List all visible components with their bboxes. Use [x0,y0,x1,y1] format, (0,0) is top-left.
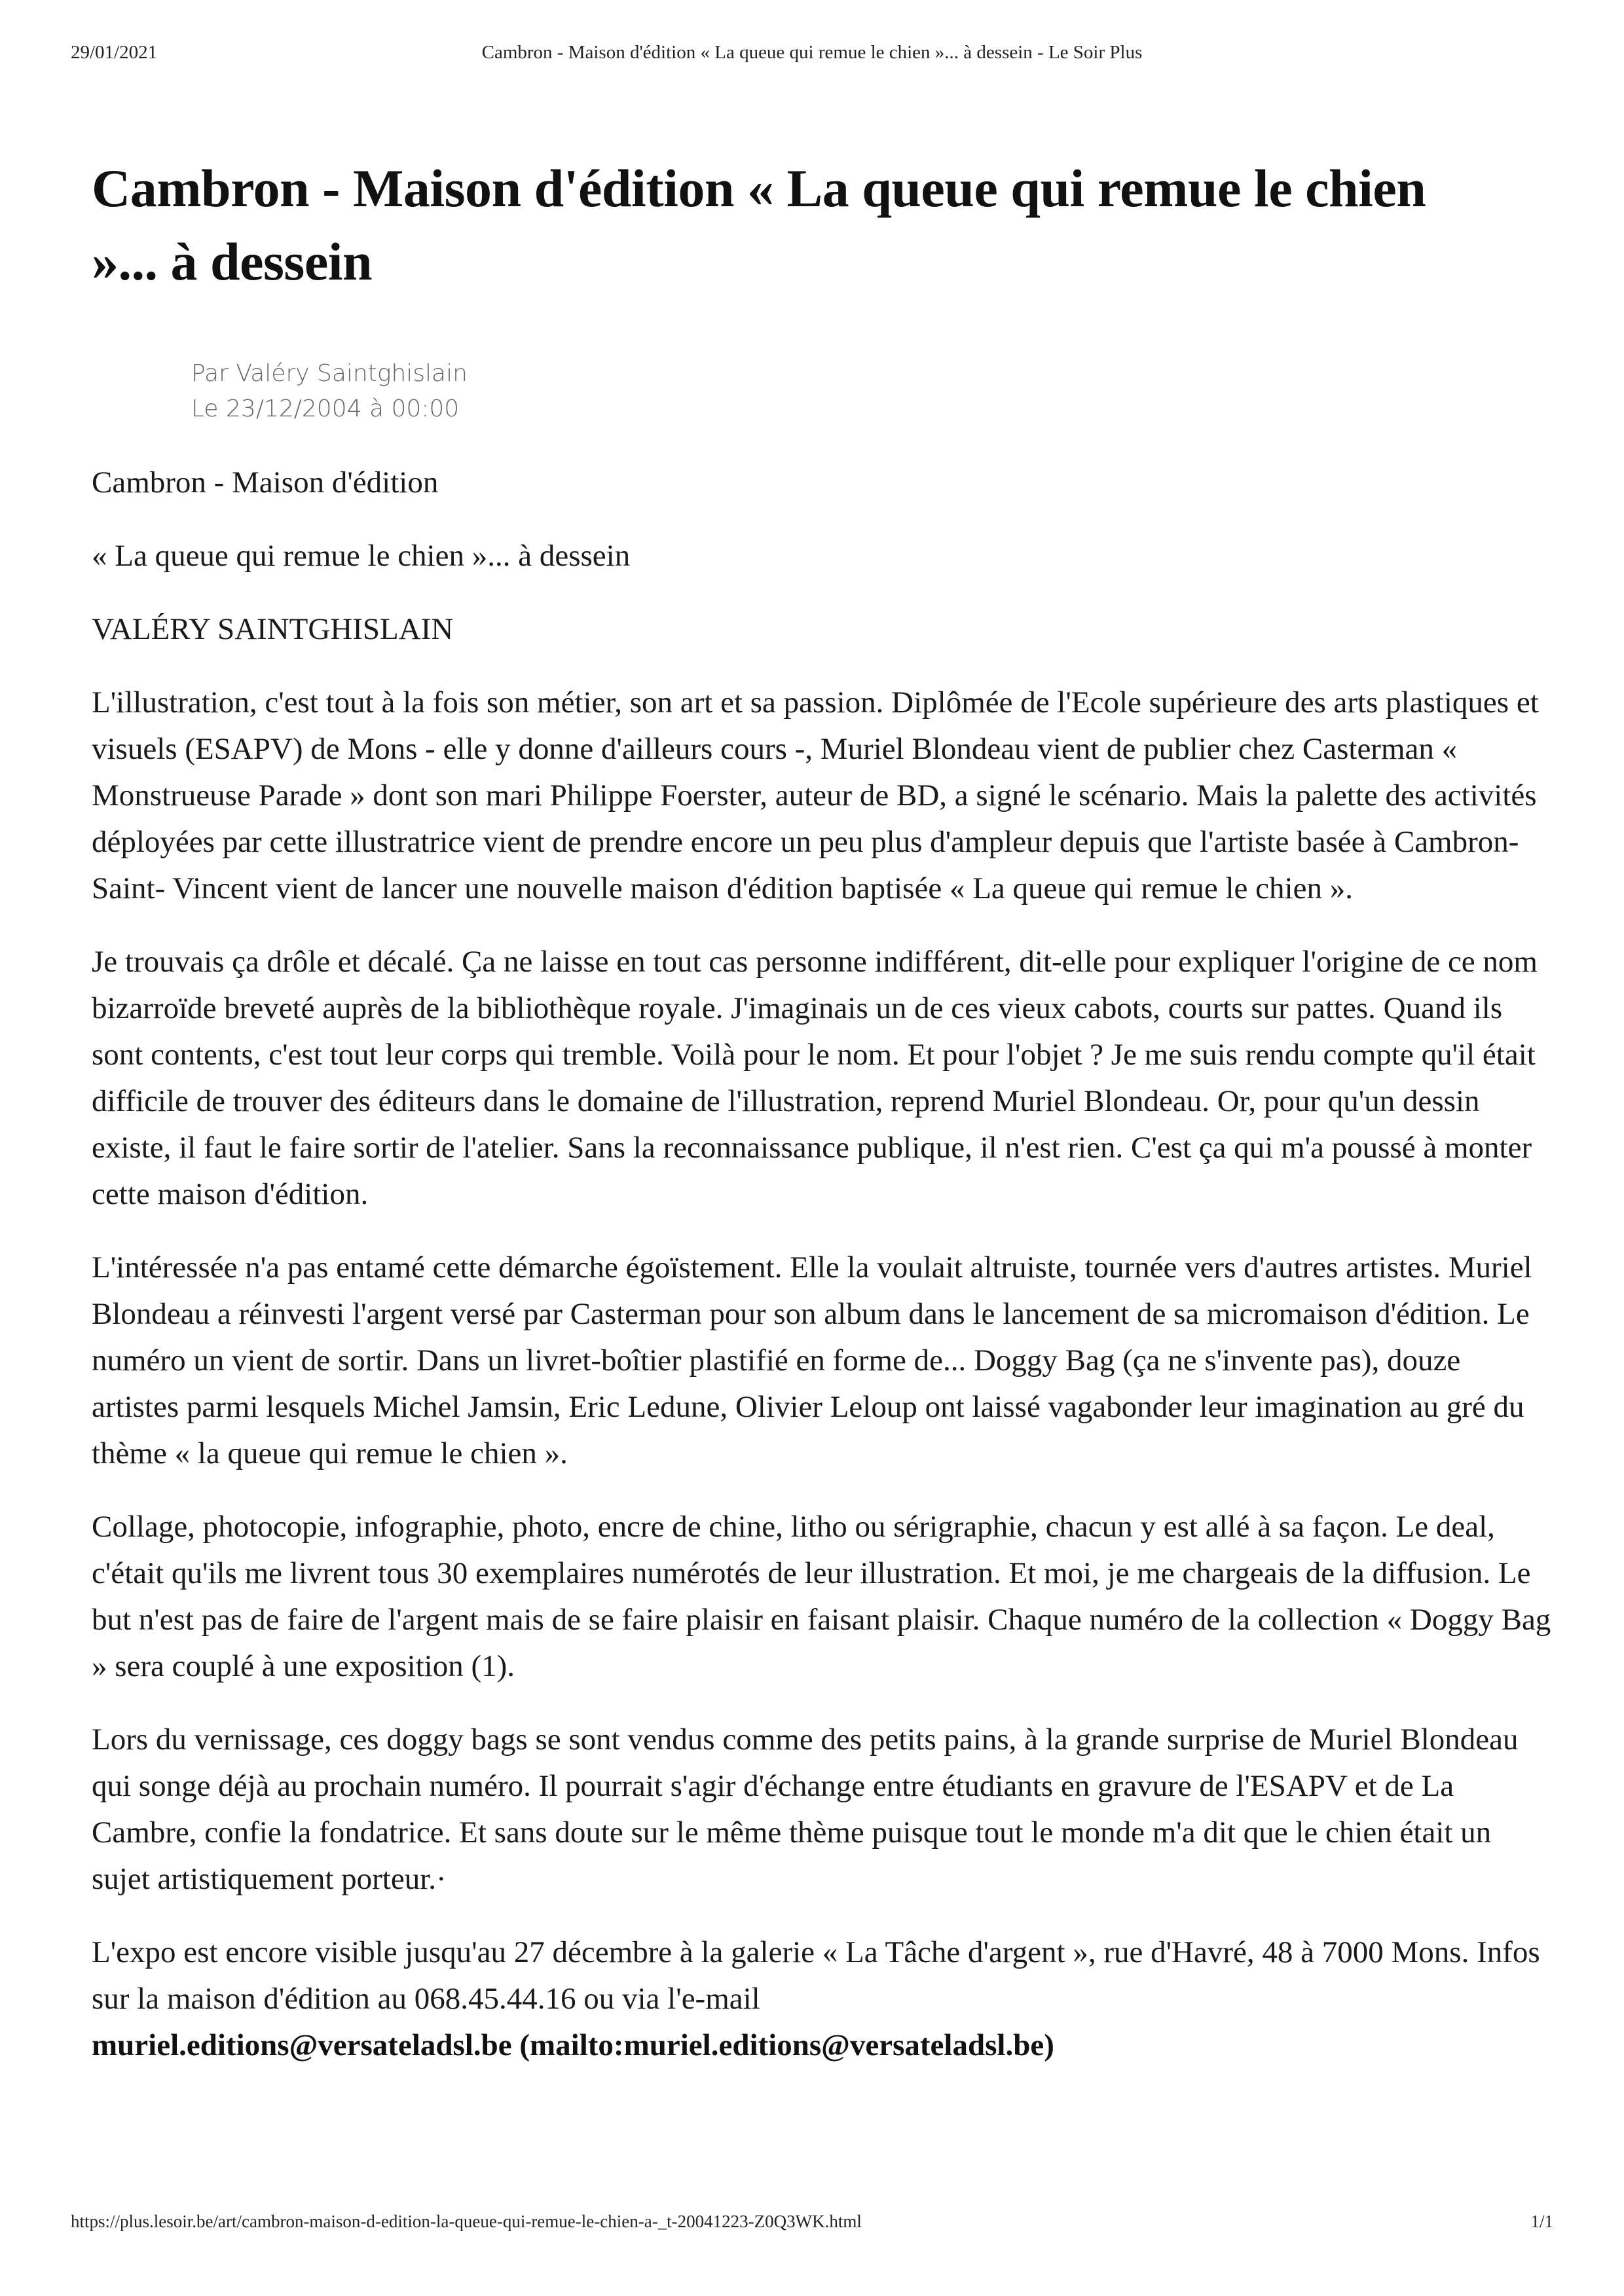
paragraph-text: L'expo est encore visible jusqu'au 27 décembre à la galerie « La Tâche d'argent », rue d'Havré, 48 à 7000 Mons. Infos sur la maison d'édition au 068.45.44.16 ou via l'e-mail [92,1935,1540,2016]
article-body [92,460,1552,2069]
paragraph: Collage, photocopie, infographie, photo, encre de chine, litho ou sérigraphie, chacun y est allé à sa façon. Le deal, c'était qu'ils me livrent tous 30 exemplaires numérotés de leur illustration. Et moi, je me chargeais de la diffusion. Le but n'est pas de faire de l'argent mais de se faire plaisir en faisant plaisir. Chaque numéro de la collection « Doggy Bag » sera couplé à une exposition (1). [92,1510,1551,1683]
byline [191,356,1552,427]
article [92,152,1552,2096]
article-headline [92,152,1552,299]
paragraph: Cambron - Maison d'édition [92,465,439,500]
paragraph: Lors du vernissage, ces doggy bags se sont vendus comme des petits pains, à la grande surprise de Muriel Blondeau qui songe déjà au prochain numéro. Il pourrait s'agir d'échange entre étudiants en gravure de l'ESAPV et de La Cambre, confie la fondatrice. Et sans doute sur le même thème puisque tout le monde m'a dit que le chien était un sujet artistiquement porteur.· [92,1722,1519,1896]
print-url: https://plus.lesoir.be/art/cambron-maison-d-edition-la-queue-qui-remue-le-chien-a-_t-20041223-Z0Q3WK.html [71,2212,862,2231]
author: Par Valéry Saintghislain [191,360,468,387]
headline-line-2: »... à dessein [92,232,373,291]
print-date: 29/01/2021 [71,42,158,63]
paragraph: Je trouvais ça drôle et décalé. Ça ne laisse en tout cas personne indifférent, dit-elle pour expliquer l'origine de ce nom bizarroïde breveté auprès de la bibliothèque royale. J'imaginais un de ces vieux cabots, courts sur pattes. Quand ils sont contents, c'est tout leur corps qui tremble. Voilà pour le nom. Et pour l'objet ? Je me suis rendu compte qu'il était difficile de trouver des éditeurs dans le domaine de l'illustration, reprend Muriel Blondeau. Or, pour qu'un dessin existe, il faut le faire sortir de l'atelier. Sans la reconnaissance publique, il n'est rien. C'est ça qui m'a poussé à monter cette maison d'édition. [92,945,1538,1211]
print-header [71,42,1553,71]
publish-date: Le 23/12/2004 à 00:00 [191,395,460,422]
page-number: 1/1 [1530,2212,1553,2231]
paragraph: VALÉRY SAINTGHISLAIN [92,612,454,646]
headline-line-1: Cambron - Maison d'édition « La queue qui remue le chien [92,158,1426,218]
paragraph: L'intéressée n'a pas entamé cette démarche égoïstement. Elle la voulait altruiste, tournée vers d'autres artistes. Muriel Blondeau a réinvesti l'argent versé par Casterman pour son album dans le lancement de sa micromaison d'édition. Le numéro un vient de sortir. Dans un livret-boîtier plastifié en forme de... Doggy Bag (ça ne s'invente pas), douze artistes parmi lesquels Michel Jamsin, Eric Ledune, Olivier Leloup ont laissé vagabonder leur imagination au gré du thème « la queue qui remue le chien ». [92,1250,1532,1470]
paragraph: « La queue qui remue le chien »... à dessein [92,539,631,573]
last-paragraph [92,1929,1552,2069]
email-link[interactable]: muriel.editions@versateladsl.be (mailto:muriel.editions@versateladsl.be) [92,2028,1054,2062]
print-page-title: Cambron - Maison d'édition « La queue qui remue le chien »... à dessein - Le Soir Plus [481,42,1143,63]
paragraph: L'illustration, c'est tout à la fois son métier, son art et sa passion. Diplômée de l'Ecole supérieure des arts plastiques et visuels (ESAPV) de Mons - elle y donne d'ailleurs cours -, Muriel Blondeau vient de publier chez Casterman « Monstrueuse Parade » dont son mari Philippe Foerster, auteur de BD, a signé le scénario. Mais la palette des activités déployées par cette illustratrice vient de prendre encore un peu plus d'ampleur depuis que l'artiste basée à Cambron-Saint- Vincent vient de lancer une nouvelle maison d'édition baptisée « La queue qui remue le chien ». [92,685,1539,905]
